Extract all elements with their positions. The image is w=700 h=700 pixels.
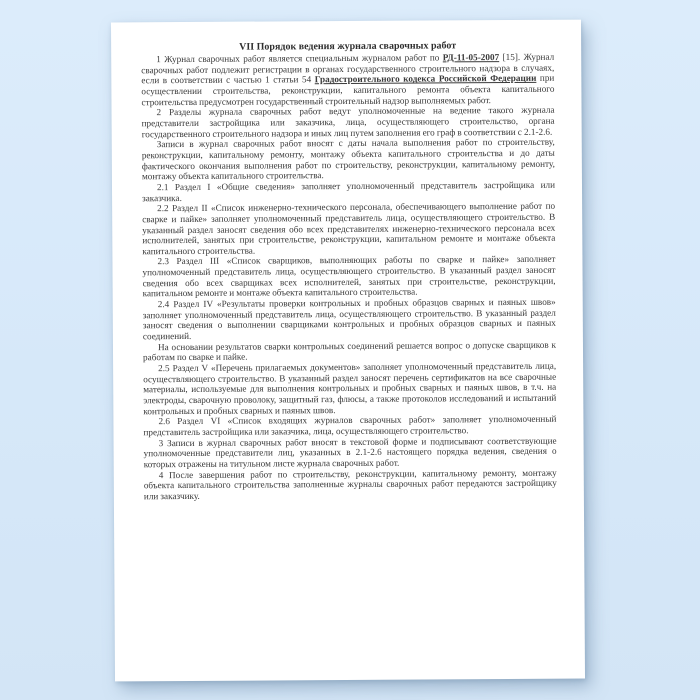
paragraph: 2.5 Раздел V «Перечень прилагаемых документов» заполняет уполномоченный представитель лица, осуществляющего строительство. В указанный раздел заносят перечень сертификатов на все сварочные материалы, используемые для выполнения контрольных и пробных сварных и паяных швов, в т.ч. на электроды, сварочную проволоку, защитный газ, флюсы, а также протоколов исследований и испытаний контрольных и пробных сварных и паяных швов.	[143, 360, 557, 416]
paragraph: Записи в журнал сварочных работ вносят с даты начала выполнения работ по строительству, реконструкции, капитальному ремонту, монтажу объекта капитального строительства и до даты фактического окончания выполнения работ по строительству, реконструкции, капитальному ремонту, монтажу объекта капитального строительства.	[141, 136, 555, 182]
paragraph: 2.6 Раздел VI «Список входящих журналов сварочных работ» заполняет уполномоченный представитель застройщика или заказчика, лица, осуществляющего строительство.	[143, 414, 557, 438]
paragraph: 2.3 Раздел III «Список сварщиков, выполняющих работы по сварке и пайке» заполняет уполномоченный представитель лица, осуществляющего строительство. В указанный раздел заносят сведения обо всех сварщиках всех исполнителей, занятых при строительстве, реконструкции, капитальном ремонте и монтаже объекта капитального строительства.	[142, 254, 556, 299]
paragraph: На основании результатов сварки контрольных соединений решается вопрос о допуске сварщиков к работам по сварке и пайке.	[143, 339, 556, 363]
document-body	[141, 52, 557, 502]
paragraph: 4 После завершения работ по строительству, реконструкции, капитальному ремонту, монтажу объекта капитального строительства заполненные журналы сварочных работ передаются застройщику или заказчику.	[143, 467, 557, 502]
paragraph: 2.2 Раздел II «Список инженерно-технического персонала, обеспечивающего выполнение работ по сварке и пайке» заполняет уполномоченный представитель лица, осуществляющего строительство. В указанный раздел заносят сведения обо всех представителях инженерно-технического персонала всех исполнителей, занятых при строительстве, реконструкции, капитальном ремонте и монтаже объекта капитального строительства.	[142, 200, 556, 257]
paragraph: 1 Журнал сварочных работ является специальным журналом работ по РД-11-05-2007 [15]. Журнал сварочных работ подлежит регистрации в органах государственного строительного надзора в случаях, если в соответствии с частью 1 статьи 54 Градостроительного кодекса Российской Федерации при осуществлении строительства, реконструкции, капитального ремонта объекта капитального строительства предусмотрен государственный строительный надзор выполняемых работ.	[141, 51, 555, 107]
paragraph: 2.1 Раздел I «Общие сведения» заполняет уполномоченный представитель застройщика или заказчика.	[142, 179, 556, 203]
document-link[interactable]: Градостроительного кодекса Российской Федерации	[314, 73, 537, 85]
paragraph: 2.4 Раздел IV «Результаты проверки контрольных и пробных образцов сварных и паяных швов» заполняет уполномоченный представитель лица, осуществляющего строительство. В указанный раздел заносят сведения о выполнении сварщиками контрольных и пробных образцов сварных и паяных соединений.	[142, 296, 556, 342]
paragraph: 3 Записи в журнал сварочных работ вносят в текстовой форме и подписывают соответствующие уполномоченные представители лиц, указанных в 2.1-2.6 настоящего порядка ведения, сведения о которых отражены на титульном листе журнала сварочных работ.	[143, 435, 557, 470]
document-title: VII Порядок ведения журнала сварочных работ	[239, 40, 457, 53]
document-link[interactable]: РД-11-05-2007	[442, 52, 500, 63]
document-page	[111, 20, 585, 682]
paragraph: 2 Разделы журнала сварочных работ ведут уполномоченные на ведение такого журнала представители застройщика или заказчика, лица, осуществляющего строительство, органа государственного строительного надзора и иных лиц путем заполнения его граф в соответствии с 2.1-2.6.	[141, 105, 555, 139]
